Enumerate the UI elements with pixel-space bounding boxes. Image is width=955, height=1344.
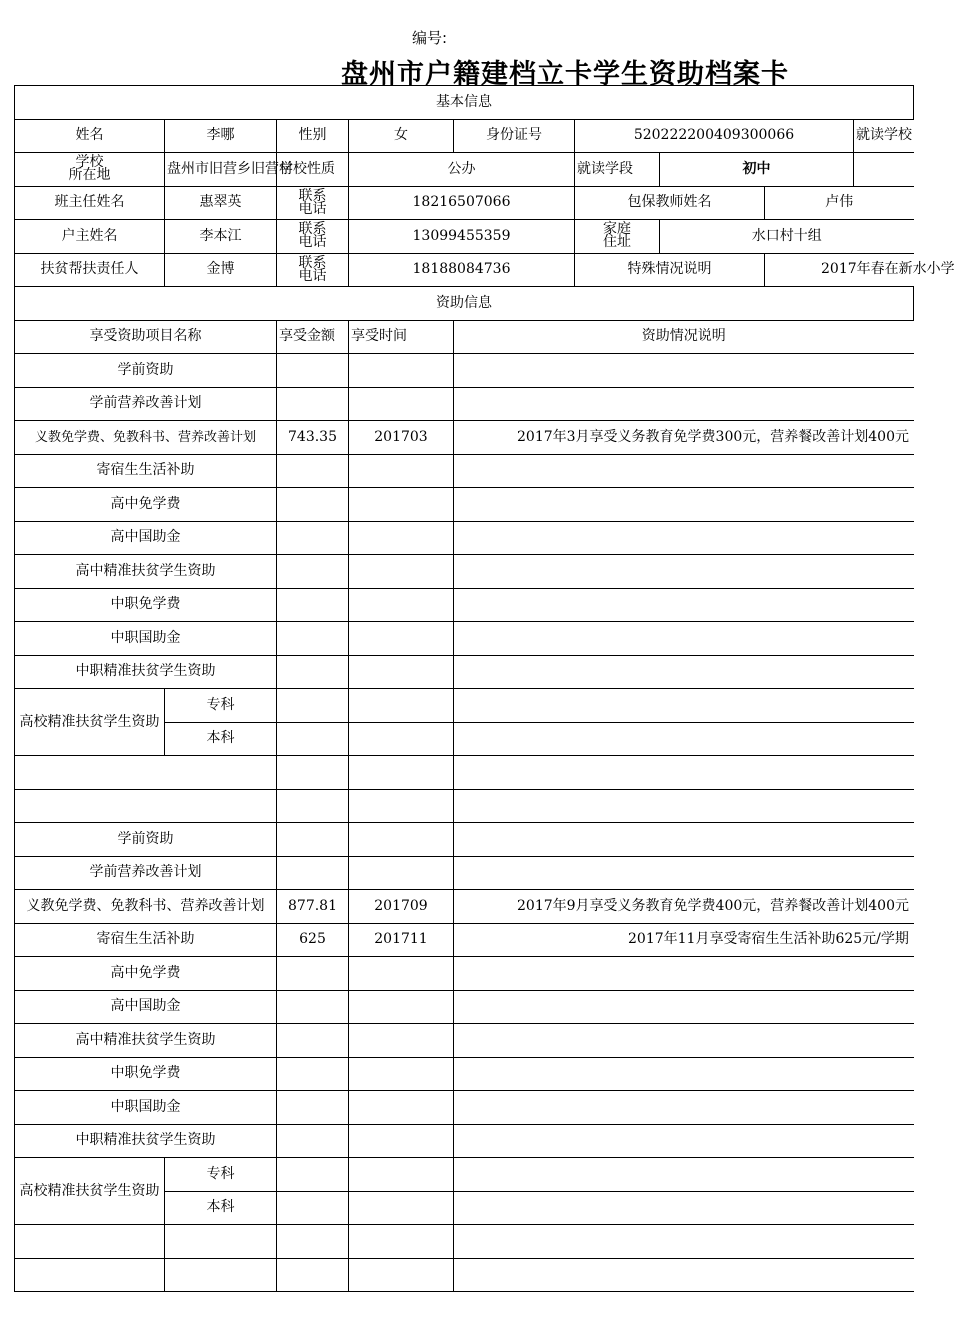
aid-amount: 625 [277,923,349,957]
name-label: 姓名 [15,119,165,153]
aid-time [349,521,454,555]
aid-row [15,923,914,957]
aid-amount: 877.81 [277,890,349,924]
aid-description [454,588,914,622]
school-location-value: 盘州市旧营乡旧营村 [165,153,277,187]
aid-project-name: 寄宿生生活补助 [15,454,277,488]
aid-amount [277,588,349,622]
aid-info-section-title: 资助信息 [15,287,914,321]
stage-value: 初中 [660,153,854,187]
stage-label: 就读学段 [575,153,660,187]
aid-time [349,722,454,756]
empty-cell [454,756,914,790]
aid-time [349,1191,454,1225]
aid-amount [277,1124,349,1158]
aid-time [349,555,454,589]
aid-time [349,622,454,656]
aid-project-name: 高中精准扶贫学生资助 [15,555,277,589]
serial-number-label: 编号: [412,29,448,47]
college-aid-label: 高校精准扶贫学生资助 [15,1158,165,1225]
aid-description [454,622,914,656]
empty-cell [854,153,914,187]
blank-row [15,789,914,823]
aid-project-name: 高中免学费 [15,488,277,522]
blank-row [15,756,914,790]
aid-time [349,488,454,522]
archive-table [14,85,955,1292]
aid-row [15,421,914,455]
aid-description [454,823,914,857]
aid-project-name: 学前资助 [15,823,277,857]
id-number-label: 身份证号 [454,119,575,153]
aid-description: 2017年9月享受义务教育免学费400元，营养餐改善计划400元 [454,890,914,924]
aid-amount [277,823,349,857]
aid-row [15,655,914,689]
aid-row [15,588,914,622]
aid-project-name: 中职免学费 [15,1057,277,1091]
poverty-officer-value: 金博 [165,253,277,287]
aid-amount [277,555,349,589]
blank-row [15,1258,914,1292]
aid-description [454,354,914,388]
aid-amount [277,1024,349,1058]
householder-phone-value: 13099455359 [349,220,575,254]
empty-cell [277,1225,349,1259]
aid-description [454,957,914,991]
aid-time: 201703 [349,421,454,455]
col-amount-header: 享受金额 [277,320,349,354]
basic-info-section-title: 基本信息 [15,86,914,120]
empty-cell [454,1258,914,1292]
aid-amount [277,1158,349,1192]
aid-project-name: 中职国助金 [15,1091,277,1125]
aid-row [15,555,914,589]
aid-time: 201711 [349,923,454,957]
aid-time [349,1024,454,1058]
aid-row [15,1024,914,1058]
aid-description [454,1124,914,1158]
aid-time [349,1057,454,1091]
page-title: 盘州市户籍建档立卡学生资助档案卡 [341,59,789,90]
aid-description [454,1158,914,1192]
junior-college-label: 专科 [165,1158,277,1192]
aid-time [349,689,454,723]
aid-project-name: 学前营养改善计划 [15,856,277,890]
col-project-header: 享受资助项目名称 [15,320,277,354]
poverty-officer-phone-label: 联系 电话 [277,253,349,287]
aid-description [454,521,914,555]
aid-amount [277,689,349,723]
empty-cell [277,1258,349,1292]
aid-amount [277,856,349,890]
aid-amount [277,1057,349,1091]
aid-time [349,387,454,421]
aid-row [15,488,914,522]
aid-project-name: 学前营养改善计划 [15,387,277,421]
empty-cell [454,1225,914,1259]
aid-description [454,655,914,689]
aid-project-name: 高中国助金 [15,990,277,1024]
aid-amount [277,1091,349,1125]
school-type-value: 公办 [349,153,575,187]
aid-project-name: 中职精准扶贫学生资助 [15,1124,277,1158]
aid-row [15,454,914,488]
aid-time [349,1158,454,1192]
empty-cell [15,756,277,790]
aid-amount [277,957,349,991]
empty-cell [349,789,454,823]
aid-description [454,387,914,421]
mentor-label: 包保教师姓名 [575,186,765,220]
aid-time [349,655,454,689]
householder-value: 李本江 [165,220,277,254]
aid-time [349,856,454,890]
aid-description [454,1191,914,1225]
empty-cell [165,1225,277,1259]
aid-project-name: 中职免学费 [15,588,277,622]
name-value: 李哪 [165,119,277,153]
aid-amount: 743.35 [277,421,349,455]
special-note-label: 特殊情况说明 [575,253,765,287]
id-number-value: 520222200409300066 [575,119,854,153]
aid-amount [277,387,349,421]
special-note-value: 2017年春在新水小学 [765,253,914,287]
aid-row [15,856,914,890]
aid-row [15,990,914,1024]
aid-time: 201709 [349,890,454,924]
empty-cell [15,789,277,823]
aid-time [349,1091,454,1125]
aid-project-name: 中职精准扶贫学生资助 [15,655,277,689]
college-aid-label: 高校精准扶贫学生资助 [15,689,165,756]
aid-project-name: 中职国助金 [15,622,277,656]
blank-row [15,1225,914,1259]
aid-row [15,890,914,924]
empty-cell [277,789,349,823]
aid-description [454,1091,914,1125]
poverty-officer-phone-value: 18188084736 [349,253,575,287]
col-desc-header: 资助情况说明 [454,320,914,354]
aid-row [15,957,914,991]
address-label: 家庭 住址 [575,220,660,254]
aid-amount [277,990,349,1024]
aid-project-name: 义教免学费、免教科书、营养改善计划 [15,890,277,924]
aid-amount [277,622,349,656]
aid-row [15,1124,914,1158]
school-label: 就读学校 [854,119,914,153]
aid-amount [277,488,349,522]
aid-time [349,354,454,388]
gender-label: 性别 [277,119,349,153]
school-type-label: 学校性质 [277,153,349,187]
school-location-label: 学校 所在地 [15,153,165,187]
aid-project-name: 高中免学费 [15,957,277,991]
aid-time [349,957,454,991]
aid-amount [277,354,349,388]
aid-amount [277,655,349,689]
empty-cell [349,756,454,790]
aid-description [454,689,914,723]
empty-cell [15,1225,165,1259]
aid-row [15,1091,914,1125]
aid-time [349,990,454,1024]
aid-row [15,1057,914,1091]
aid-description [454,454,914,488]
gender-value: 女 [349,119,454,153]
aid-description: 2017年11月享受寄宿生生活补助625元/学期 [454,923,914,957]
teacher-label: 班主任姓名 [15,186,165,220]
aid-project-name: 义教免学费、免教科书、营养改善计划 [15,421,277,455]
empty-cell [349,1225,454,1259]
aid-amount [277,722,349,756]
undergraduate-label: 本科 [165,1191,277,1225]
empty-cell [349,1258,454,1292]
aid-project-name: 学前资助 [15,354,277,388]
archive-sheet [14,85,955,1291]
aid-time [349,454,454,488]
aid-project-name: 高中国助金 [15,521,277,555]
mentor-value: 卢伟 [765,186,914,220]
teacher-phone-value: 18216507066 [349,186,575,220]
aid-time [349,823,454,857]
empty-cell [165,1258,277,1292]
aid-row [15,689,914,723]
aid-time [349,588,454,622]
householder-label: 户主姓名 [15,220,165,254]
aid-project-name: 寄宿生生活补助 [15,923,277,957]
aid-time [349,1124,454,1158]
empty-cell [277,756,349,790]
aid-description [454,856,914,890]
junior-college-label: 专科 [165,689,277,723]
aid-row [15,521,914,555]
aid-row [15,354,914,388]
aid-row [15,823,914,857]
aid-project-name: 高中精准扶贫学生资助 [15,1024,277,1058]
aid-description [454,555,914,589]
aid-description [454,1057,914,1091]
empty-cell [454,789,914,823]
aid-amount [277,1191,349,1225]
empty-cell [15,1258,165,1292]
teacher-value: 惠翠英 [165,186,277,220]
aid-description [454,488,914,522]
aid-amount [277,521,349,555]
address-value: 水口村十组 [660,220,914,254]
aid-description [454,722,914,756]
aid-description [454,990,914,1024]
aid-description [454,1024,914,1058]
col-time-header: 享受时间 [349,320,454,354]
aid-row [15,622,914,656]
aid-row [15,387,914,421]
aid-description: 2017年3月享受义务教育免学费300元，营养餐改善计划400元 [454,421,914,455]
undergraduate-label: 本科 [165,722,277,756]
aid-row [15,1158,914,1192]
aid-amount [277,454,349,488]
teacher-phone-label: 联系 电话 [277,186,349,220]
poverty-officer-label: 扶贫帮扶责任人 [15,253,165,287]
householder-phone-label: 联系 电话 [277,220,349,254]
